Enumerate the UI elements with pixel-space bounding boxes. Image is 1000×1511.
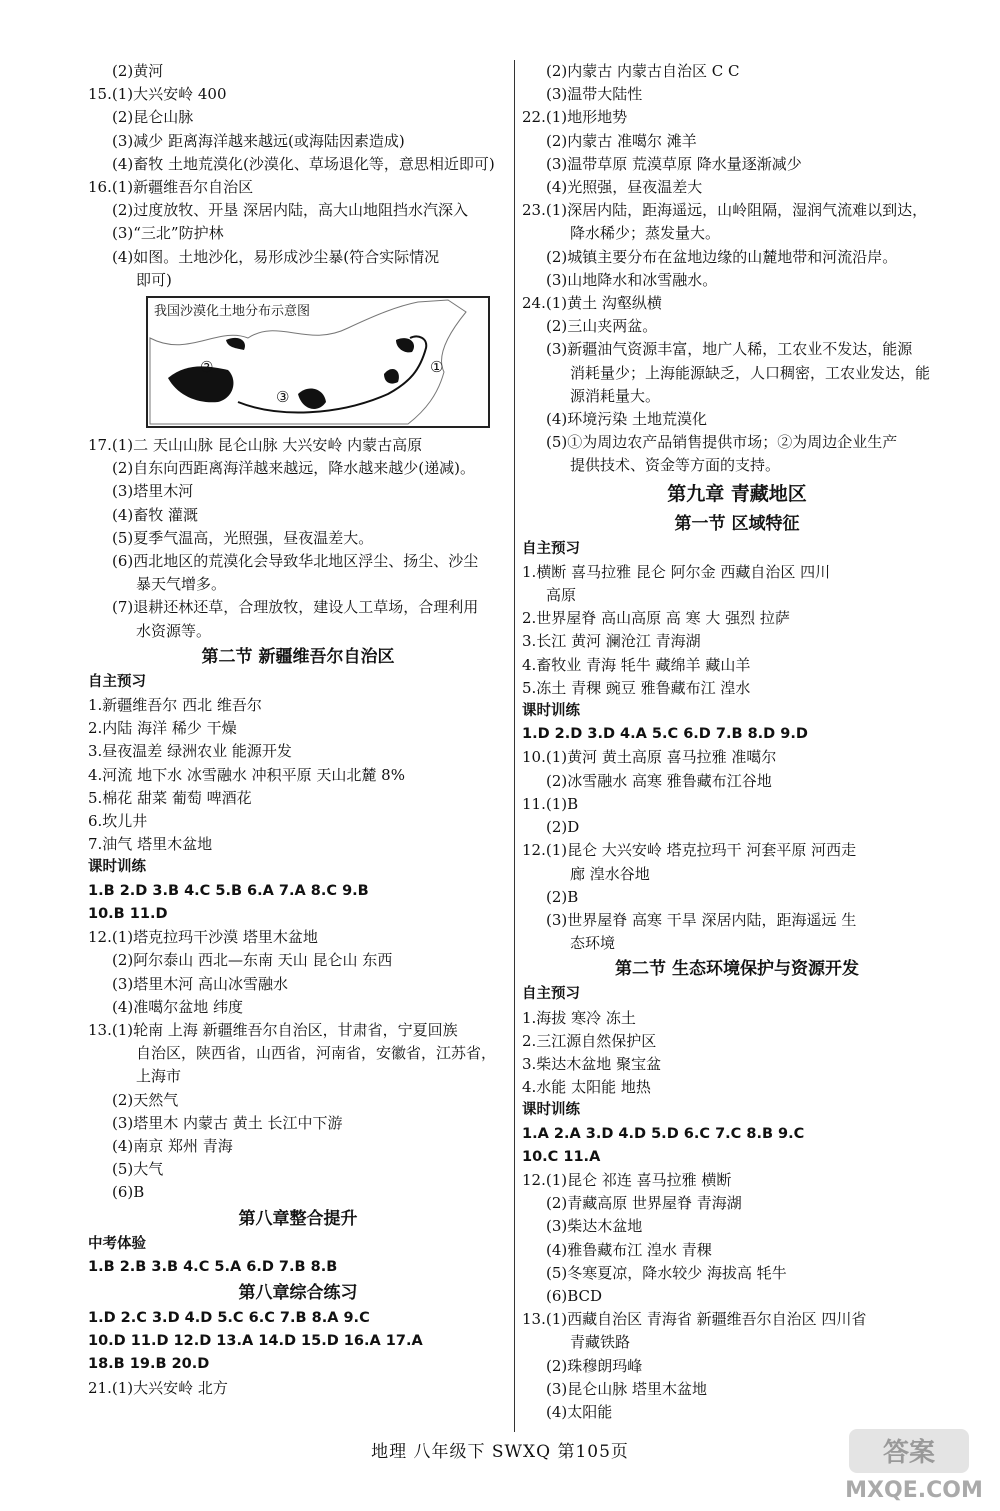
answer-line: (4)畜牧 灌溉: [112, 505, 199, 524]
answer-line: (5)大气: [112, 1160, 164, 1179]
answer-line: 3.昼夜温差 绿洲农业 能源开发: [88, 742, 292, 761]
answer-line: (3)“三北”防护林: [112, 224, 224, 243]
answer-line: 11.(1)B: [522, 794, 579, 813]
svg-text:MXQE.COM: MXQE.COM: [845, 1478, 983, 1503]
answer-line: (6)BCD: [546, 1286, 603, 1305]
answer-line: 1.新疆维吾尔 西北 维吾尔: [88, 696, 262, 715]
answer-line: (2)昆仑山脉: [112, 108, 194, 127]
answer-line: (2)青藏高原 世界屋脊 青海湖: [546, 1194, 742, 1213]
answer-line: 12.(1)昆仑 大兴安岭 塔克拉玛干 河套平原 河西走: [522, 841, 857, 860]
desertification-map: [146, 296, 490, 428]
answer-line: 青藏铁路: [570, 1333, 631, 1352]
answer-line: 消耗量少；上海能源缺乏，人口稠密，工农业发达，能: [570, 363, 931, 382]
answer-line: (2)阿尔泰山 西北—东南 天山 昆仑山 东西: [112, 951, 393, 970]
answer-key-line: 自主预习: [522, 540, 580, 557]
answer-line: (2)珠穆朗玛峰: [546, 1356, 643, 1375]
answer-key-line: 10.D 11.D 12.D 13.A 14.D 15.D 16.A 17.A: [88, 1333, 423, 1350]
section-heading: 第二节 生态环境保护与资源开发: [615, 959, 859, 980]
answer-line: 6.坎儿井: [88, 812, 148, 831]
answer-key-line: 10.B 11.D: [88, 905, 168, 922]
answer-line: 3.长江 黄河 澜沧江 青海湖: [522, 632, 701, 651]
answer-key-line: 课时训练: [522, 703, 580, 720]
answer-line: (3)柴达木盆地: [546, 1217, 643, 1236]
answer-line: 22.(1)地形地势: [522, 108, 628, 127]
answer-line: 2.世界屋脊 高山高原 高 寒 大 强烈 拉萨: [522, 609, 790, 628]
answer-line: 12.(1)昆仑 祁连 喜马拉雅 横断: [522, 1170, 732, 1189]
section-heading: 第一节 区域特征: [674, 513, 800, 534]
answer-line: (7)退耕还林还草，合理放牧，建设人工草场，合理利用: [112, 598, 479, 617]
answer-line: 2.内陆 海洋 稀少 干燥: [88, 719, 237, 738]
answer-line: (2)内蒙古 准噶尔 滩羊: [546, 131, 697, 150]
answer-key-line: 自主预习: [88, 673, 146, 690]
answer-line: (5)夏季气温高，光照强，昼夜温差大。: [112, 528, 374, 547]
answer-key-line: 自主预习: [522, 986, 580, 1003]
answer-line: (2)过度放牧、开垦 深居内陆，高大山地阻挡水汽深入: [112, 201, 469, 220]
answer-line: 1.横断 喜马拉雅 昆仑 阿尔金 西藏自治区 四川: [522, 562, 831, 581]
answer-line: (4)南京 郑州 青海: [112, 1136, 233, 1155]
answer-line: 15.(1)大兴安岭 400: [88, 85, 227, 104]
answer-line: (3)塔里木河 高山冰雪融水: [112, 974, 289, 993]
answer-line: 1.海拔 寒冷 冻土: [522, 1008, 636, 1027]
answer-line: 24.(1)黄土 沟壑纵横: [522, 294, 662, 313]
answer-key-line: 中考体验: [88, 1235, 146, 1252]
answer-key-line: 18.B 19.B 20.D: [88, 1356, 210, 1373]
answer-line: (3)温带大陆性: [546, 85, 643, 104]
answer-line: 5.冻土 青稞 豌豆 雅鲁藏布江 湟水: [522, 678, 751, 697]
answer-line: (6)B: [112, 1183, 145, 1202]
answer-line: (6)西北地区的荒漠化会导致华北地区浮尘、扬尘、沙尘: [112, 552, 479, 571]
answer-line: (4)准噶尔盆地 纬度: [112, 997, 244, 1016]
map-label: ①: [430, 358, 444, 377]
answer-line: (4)畜牧 土地荒漠化(沙漠化、草场退化等，意思相近即可): [112, 154, 495, 173]
answer-line: 提供技术、资金等方面的支持。: [570, 456, 781, 475]
answer-line: (3)山地降水和冰雪融水。: [546, 270, 718, 289]
answer-line: 2.三江源自然保护区: [522, 1031, 657, 1050]
answer-line: (4)光照强，昼夜温差大: [546, 178, 703, 197]
answer-line: (5)冬寒夏凉，降水较少 海拔高 牦牛: [546, 1263, 787, 1282]
map-label: ③: [276, 388, 290, 407]
map-title: 我国沙漠化土地分布示意图: [152, 300, 312, 319]
answer-line: (3)塔里木河: [112, 482, 194, 501]
answer-line: 4.河流 地下水 冰雪融水 冲积平原 天山北麓 8%: [88, 765, 405, 784]
answer-line: 16.(1)新疆维吾尔自治区: [88, 178, 254, 197]
answer-key-line: 10.C 11.A: [522, 1148, 601, 1165]
answer-line: 23.(1)深居内陆，距海遥远，山岭阻隔，湿润气流难以到达，: [522, 201, 928, 220]
answer-line: 高原: [546, 586, 577, 605]
section-heading: 第八章综合练习: [238, 1282, 358, 1303]
answer-line: (2)黄河: [112, 62, 164, 80]
answer-line: (4)雅鲁藏布江 湟水 青稞: [546, 1240, 712, 1259]
answer-line: 21.(1)大兴安岭 北方: [88, 1378, 228, 1397]
answer-key-line: 1.D 2.D 3.D 4.A 5.C 6.D 7.B 8.D 9.D: [522, 726, 808, 743]
answer-line: 13.(1)西藏自治区 青海省 新疆维吾尔自治区 四川省: [522, 1310, 867, 1329]
answer-key-line: 1.B 2.B 3.B 4.C 5.A 6.D 7.B 8.B: [88, 1258, 338, 1275]
answer-line: 态环境: [570, 934, 616, 953]
answer-line: 4.水能 太阳能 地热: [522, 1078, 651, 1097]
answer-line: 暴天气增多。: [136, 575, 227, 594]
answer-line: (4)环境污染 土地荒漠化: [546, 410, 708, 429]
answer-line: (5)①为周边农产品销售提供市场；②为周边企业生产: [546, 433, 898, 452]
answer-key-line: 1.B 2.D 3.B 4.C 5.B 6.A 7.A 8.C 9.B: [88, 882, 369, 899]
answer-line: (2)城镇主要分布在盆地边缘的山麓地带和河流沿岸。: [546, 247, 898, 266]
answer-line: 12.(1)塔克拉玛干沙漠 塔里木盆地: [88, 928, 318, 947]
answer-key-line: 1.A 2.A 3.D 4.D 5.D 6.C 7.C 8.B 9.C: [522, 1125, 805, 1142]
answer-line: (2)自东向西距离海洋越来越远，降水越来越少(递减)。: [112, 459, 475, 478]
answer-line: 4.畜牧业 青海 牦牛 藏绵羊 藏山羊: [522, 655, 751, 674]
answer-line: (4)太阳能: [546, 1402, 613, 1421]
answer-line: (3)减少 距离海洋越来越远(或海陆因素造成): [112, 131, 405, 150]
answer-line: 廊 湟水谷地: [570, 864, 650, 883]
answer-line: 上海市: [136, 1067, 182, 1086]
answer-line: 5.棉花 甜菜 葡萄 啤酒花: [88, 788, 252, 807]
answer-line: 降水稀少；蒸发量大。: [570, 224, 721, 243]
answer-line: 即可): [136, 270, 172, 289]
answer-line: (3)塔里木 内蒙古 黄土 长江中下游: [112, 1113, 343, 1132]
svg-text:答案: 答案: [882, 1438, 936, 1468]
right-column: [522, 60, 952, 1424]
answer-line: (3)温带草原 荒漠草原 降水量逐渐减少: [546, 154, 802, 173]
answer-key-line: 1.D 2.C 3.D 4.D 5.C 6.C 7.B 8.A 9.C: [88, 1309, 370, 1326]
answer-line: 17.(1)二 天山山脉 昆仑山脉 大兴安岭 内蒙古高原: [88, 436, 423, 455]
answer-line: (3)世界屋脊 高寒 干旱 深居内陆，距海遥远 生: [546, 910, 857, 929]
map-label: ②: [200, 358, 214, 377]
answer-key-line: 课时训练: [522, 1102, 580, 1119]
section-heading: 第二节 新疆维吾尔自治区: [201, 646, 395, 667]
answer-line: (3)昆仑山脉 塔里木盆地: [546, 1379, 708, 1398]
answer-line: (2)内蒙古 内蒙古自治区 C C: [546, 62, 740, 80]
section-heading: 第八章整合提升: [238, 1208, 358, 1229]
section-heading: 第九章 青藏地区: [667, 482, 807, 505]
answer-line: (2)天然气: [112, 1090, 179, 1109]
page-footer: 地理 八年级下 SWXQ 第105页: [371, 1442, 629, 1462]
answer-line: (2)B: [546, 887, 579, 906]
answer-key-line: 课时训练: [88, 859, 146, 876]
watermark-stamp: [804, 1425, 994, 1505]
answer-line: (2)冰雪融水 高寒 雅鲁藏布江谷地: [546, 771, 772, 790]
answer-line: (3)新疆油气资源丰富，地广人稀，工农业不发达，能源: [546, 340, 913, 359]
answer-line: 源消耗量大。: [570, 386, 661, 405]
answer-line: 水资源等。: [136, 621, 212, 640]
answer-line: 3.柴达木盆地 聚宝盆: [522, 1054, 662, 1073]
answer-line: 自治区，陕西省，山西省，河南省，安徽省，江苏省，: [136, 1044, 497, 1063]
answer-line: (4)如图。土地沙化，易形成沙尘暴(符合实际情况: [112, 247, 440, 266]
column-divider: [514, 60, 515, 1432]
left-column: [88, 60, 508, 1400]
answer-line: 13.(1)轮南 上海 新疆维吾尔自治区，甘肃省，宁夏回族: [88, 1020, 458, 1039]
answer-line: 7.油气 塔里木盆地: [88, 835, 213, 854]
answer-line: 10.(1)黄河 黄土高原 喜马拉雅 准噶尔: [522, 748, 777, 767]
answer-line: (2)D: [546, 818, 580, 837]
answer-line: (2)三山夹两盆。: [546, 317, 658, 336]
